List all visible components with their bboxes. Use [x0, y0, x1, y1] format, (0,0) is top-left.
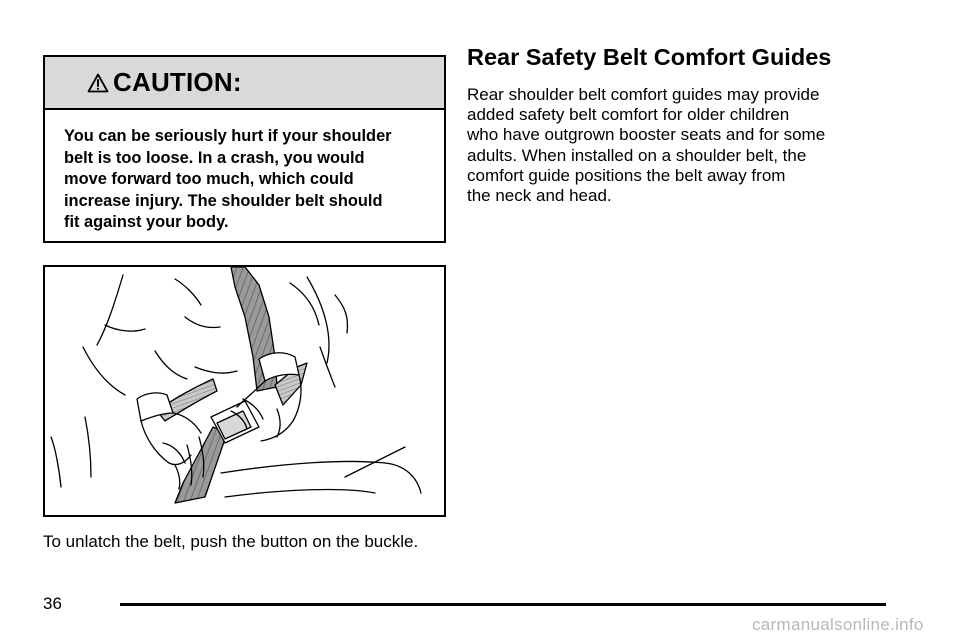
- section-body: [467, 85, 825, 206]
- footer-rule: [120, 603, 886, 606]
- body-line: adults. When installed on a shoulder belt, the: [467, 145, 807, 165]
- caution-line: fit against your body.: [64, 213, 229, 232]
- caution-header: [45, 57, 444, 110]
- caution-text: [64, 126, 442, 234]
- caution-title: CAUTION:: [113, 67, 242, 97]
- seatbelt-illustration: [43, 265, 446, 517]
- page-number: 36: [43, 594, 62, 613]
- body-line: who have outgrown booster seats and for some: [467, 125, 826, 145]
- seatbelt-drawing: [45, 267, 444, 515]
- body-line: Rear shoulder belt comfort guides may provide: [467, 85, 820, 104]
- body-line: comfort guide positions the belt away from: [467, 165, 786, 185]
- caution-line: You can be seriously hurt if your shoulder: [64, 127, 392, 145]
- caution-line: move forward too much, which could: [64, 170, 354, 189]
- warning-triangle-icon: [87, 73, 109, 93]
- body-line: the neck and head.: [467, 186, 612, 206]
- watermark: carmanualsonline.info: [752, 615, 924, 634]
- caution-line: belt is too loose. In a crash, you would: [64, 148, 365, 167]
- illustration-caption: To unlatch the belt, push the button on the buckle.: [43, 532, 419, 551]
- body-line: added safety belt comfort for older children: [467, 105, 790, 125]
- caution-box: [43, 55, 446, 243]
- section-title: Rear Safety Belt Comfort Guides: [467, 44, 832, 70]
- caution-line: increase injury. The shoulder belt should: [64, 191, 383, 210]
